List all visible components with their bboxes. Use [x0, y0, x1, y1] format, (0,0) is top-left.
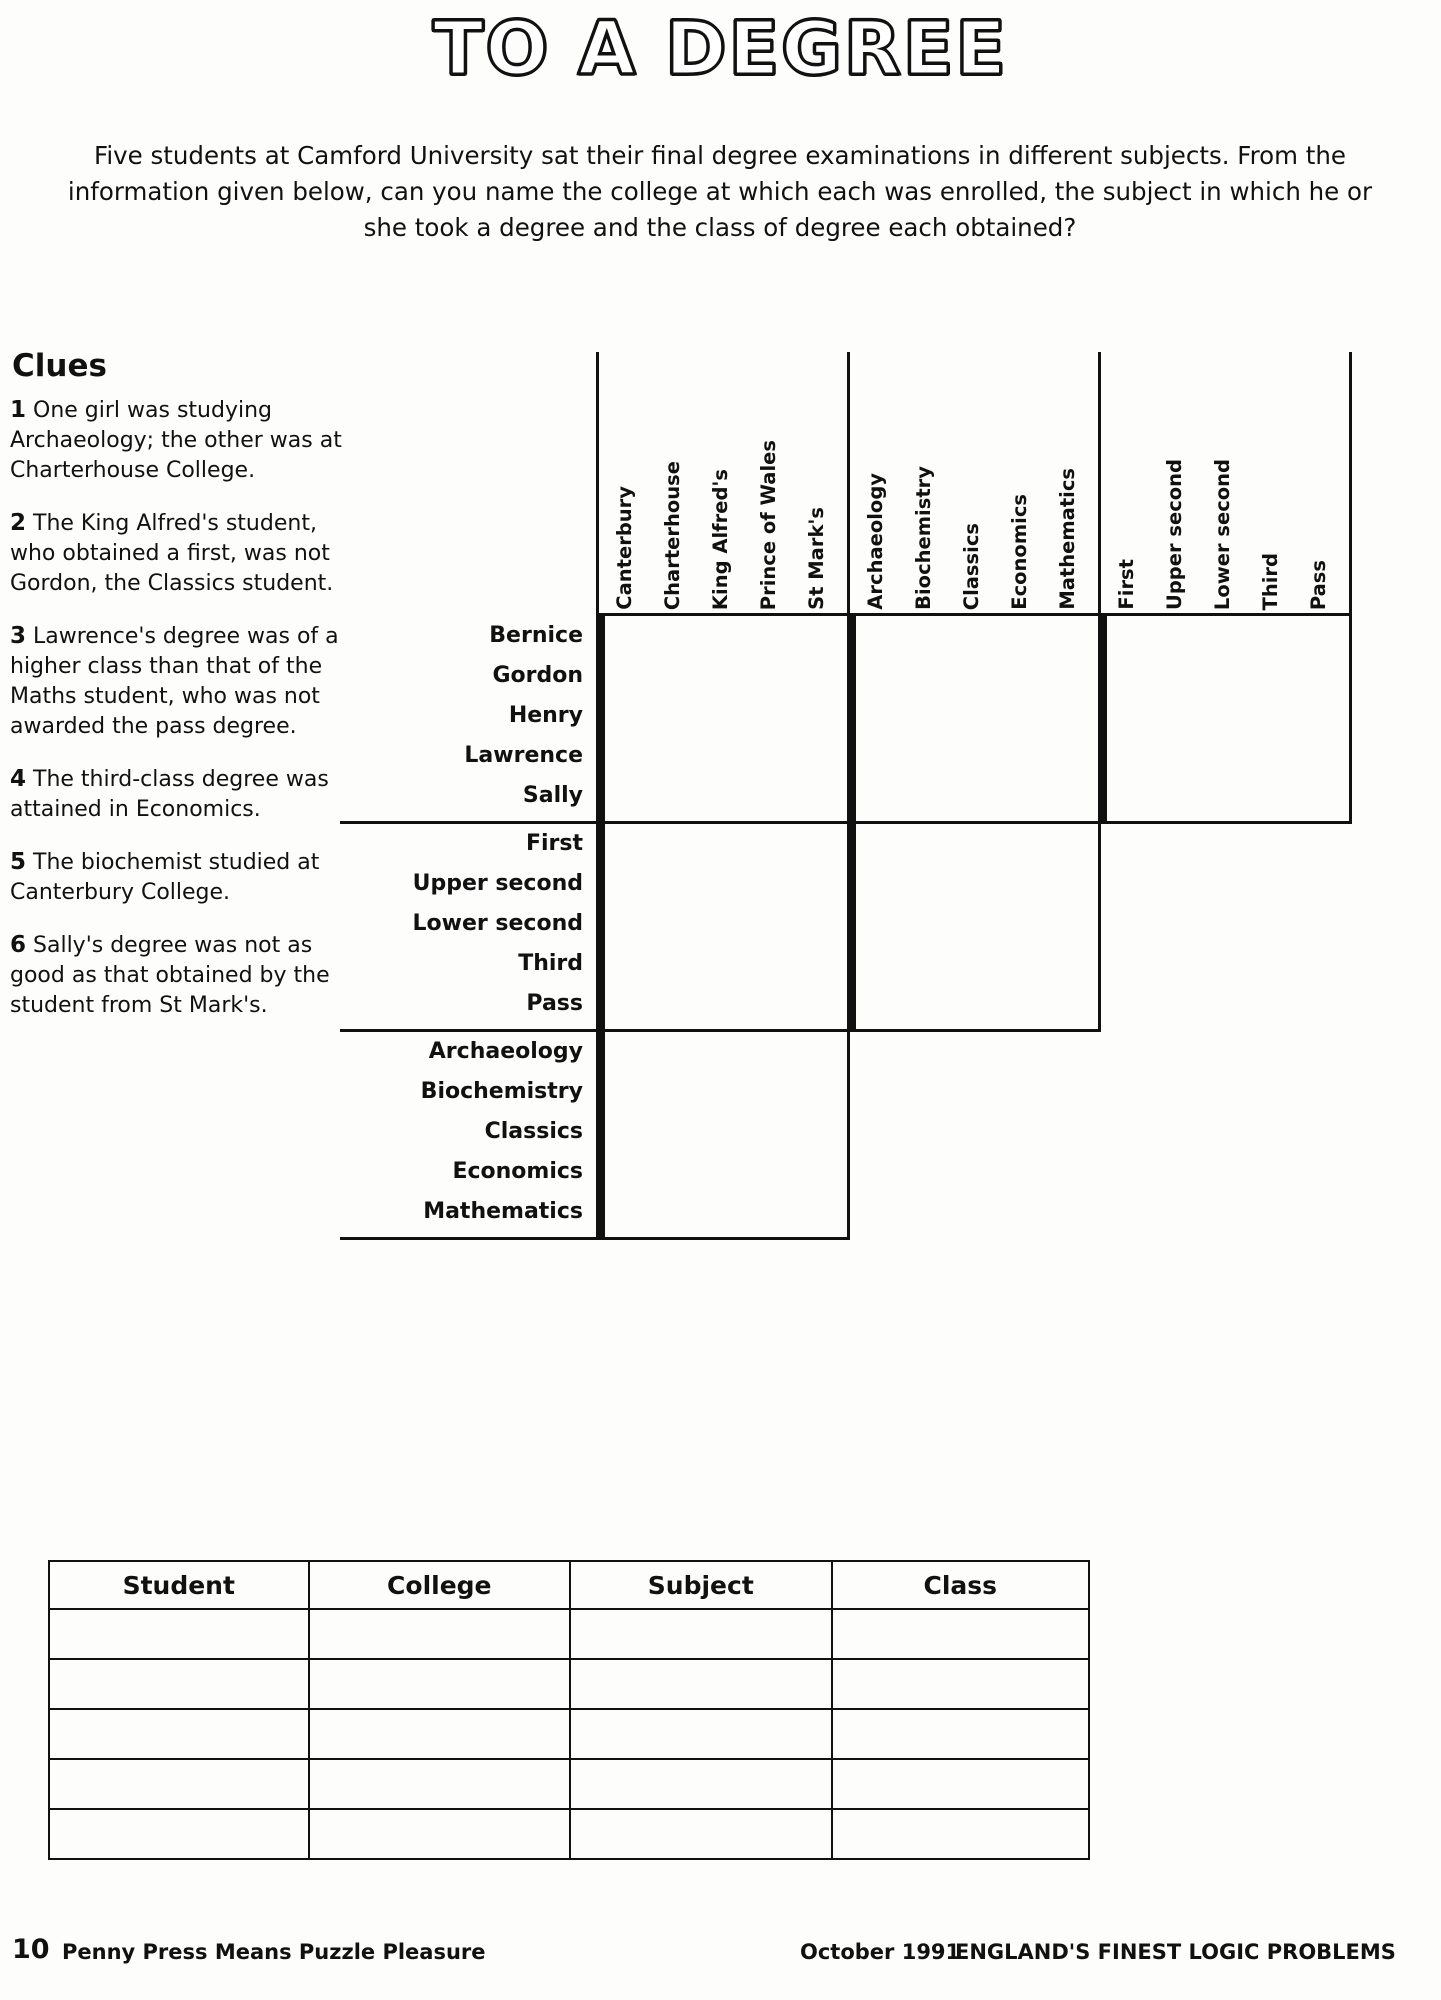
answer-cell-college[interactable] — [309, 1809, 571, 1859]
clues-list — [10, 395, 350, 1043]
clue-number: 5 — [10, 849, 27, 875]
col-header-king-alfreds: King Alfred's — [709, 468, 732, 610]
grid-row[interactable] — [600, 907, 605, 948]
page-title: TO A DEGREE — [433, 6, 1008, 92]
row-label-lawrence: Lawrence — [464, 743, 583, 768]
col-header-economics: Economics — [1008, 494, 1031, 610]
grid-row[interactable] — [600, 658, 605, 699]
clue-item — [10, 764, 350, 825]
grid-cell[interactable] — [604, 1197, 605, 1238]
answer-header-student: Student — [49, 1561, 309, 1609]
row-label-gordon: Gordon — [492, 663, 583, 688]
row-label-upper-second: Upper second — [412, 871, 583, 896]
answer-cell-class[interactable] — [832, 1759, 1089, 1809]
grid-cell[interactable] — [1106, 658, 1107, 699]
answer-header-subject: Subject — [570, 1561, 832, 1609]
grid-row[interactable] — [851, 781, 856, 822]
grid-row[interactable] — [1102, 617, 1107, 658]
col-header-canterbury: Canterbury — [613, 486, 636, 610]
col-header-lower-second: Lower second — [1211, 458, 1234, 610]
answer-cell-class[interactable] — [832, 1709, 1089, 1759]
grid-cell[interactable] — [604, 866, 605, 907]
grid-row[interactable] — [600, 740, 605, 781]
clue-number: 6 — [10, 932, 27, 958]
row-label-henry: Henry — [508, 703, 583, 728]
grid-cell[interactable] — [604, 907, 605, 948]
grid-cell[interactable] — [1106, 699, 1107, 740]
clue-text: One girl was studying Archaeology; the other was at Charterhouse College. — [10, 398, 342, 483]
row-label-classics: Classics — [484, 1119, 583, 1144]
clue-item — [10, 621, 350, 742]
answer-row[interactable] — [49, 1709, 1089, 1759]
answer-cell-class[interactable] — [832, 1809, 1089, 1859]
col-header-prince-of-wales: Prince of Wales — [757, 439, 780, 610]
answer-row[interactable] — [49, 1759, 1089, 1809]
clue-text: Sally's degree was not as good as that obtained by the student from St Mark's. — [10, 933, 330, 1018]
answer-header-class: Class — [832, 1561, 1089, 1609]
col-header-biochemistry: Biochemistry — [912, 466, 935, 610]
grid-row[interactable] — [1102, 781, 1107, 822]
grid-divider-left-2 — [596, 1032, 599, 1240]
grid-row[interactable] — [600, 1074, 605, 1115]
col-header-mathematics: Mathematics — [1056, 468, 1079, 610]
grid-cell[interactable] — [855, 658, 856, 699]
grid-row[interactable] — [851, 825, 856, 866]
answer-cell-subject[interactable] — [570, 1809, 832, 1859]
col-header-first: First — [1115, 559, 1138, 610]
grid-cell[interactable] — [604, 658, 605, 699]
clue-number: 2 — [10, 510, 27, 536]
grid-row[interactable] — [851, 948, 856, 989]
grid-row[interactable] — [600, 1115, 605, 1156]
grid-divider-header-bottom — [596, 613, 1349, 616]
clue-text: Lawrence's degree was of a higher class than that of the Maths student, who was not awarded the pass degree. — [10, 624, 339, 739]
clues-heading: Clues — [12, 348, 107, 384]
grid-row[interactable] — [1102, 740, 1107, 781]
answer-cell-student[interactable] — [49, 1659, 309, 1709]
grid-block-students-classes[interactable] — [1101, 616, 1107, 822]
grid-cell[interactable] — [855, 907, 856, 948]
grid-divider-right — [1349, 352, 1352, 824]
grid-cell[interactable] — [604, 740, 605, 781]
answer-cell-class[interactable] — [832, 1609, 1089, 1659]
row-label-economics: Economics — [452, 1159, 583, 1184]
answer-table[interactable] — [48, 1560, 1090, 1860]
col-header-st-marks: St Mark's — [805, 507, 828, 610]
grid-divider-left — [596, 352, 599, 1032]
row-label-archaeology: Archaeology — [428, 1039, 583, 1064]
col-header-pass: Pass — [1307, 559, 1330, 610]
grid-cell[interactable] — [604, 617, 605, 658]
grid-divider-subjects-bottom — [340, 1237, 847, 1240]
grid-cell[interactable] — [855, 948, 856, 989]
answer-row[interactable] — [49, 1809, 1089, 1859]
answer-cell-subject[interactable] — [570, 1759, 832, 1809]
grid-row[interactable] — [851, 989, 856, 1030]
grid-row[interactable] — [851, 617, 856, 658]
footer-date: October 1991 — [800, 1940, 961, 1964]
grid-row[interactable] — [600, 1033, 605, 1074]
row-label-biochemistry: Biochemistry — [420, 1079, 583, 1104]
clue-text: The third-class degree was attained in Economics. — [10, 767, 329, 822]
grid-row[interactable] — [600, 699, 605, 740]
grid-divider-students-bottom — [340, 821, 1349, 824]
answer-cell-student[interactable] — [49, 1609, 309, 1659]
grid-cell[interactable] — [604, 1115, 605, 1156]
grid-cell[interactable] — [604, 948, 605, 989]
answer-row[interactable] — [49, 1609, 1089, 1659]
grid-row[interactable] — [600, 948, 605, 989]
grid-row[interactable] — [600, 617, 605, 658]
answer-header-college: College — [309, 1561, 571, 1609]
col-header-archaeology: Archaeology — [864, 473, 887, 610]
row-label-lower-second: Lower second — [412, 911, 583, 936]
answer-row[interactable] — [49, 1659, 1089, 1709]
grid-cell[interactable] — [604, 699, 605, 740]
clue-text: The King Alfred's student, who obtained a first, was not Gordon, the Classics student. — [10, 511, 334, 596]
grid-cell[interactable] — [855, 699, 856, 740]
answer-cell-student[interactable] — [49, 1709, 309, 1759]
grid-row-labels-subjects — [340, 1032, 595, 1232]
clue-text: The biochemist studied at Canterbury College. — [10, 850, 320, 905]
answer-cell-college[interactable] — [309, 1759, 571, 1809]
footer-publisher: Penny Press Means Puzzle Pleasure — [62, 1940, 486, 1964]
answer-cell-college[interactable] — [309, 1659, 571, 1709]
grid-row[interactable] — [851, 699, 856, 740]
answer-cell-student[interactable] — [49, 1759, 309, 1809]
answer-cell-subject[interactable] — [570, 1659, 832, 1709]
page-number: 10 — [12, 1934, 50, 1965]
row-label-mathematics: Mathematics — [423, 1199, 583, 1224]
clue-number: 3 — [10, 623, 27, 649]
grid-cell[interactable] — [1106, 781, 1107, 822]
clue-item — [10, 847, 350, 908]
grid-cell[interactable] — [855, 825, 856, 866]
grid-row[interactable] — [600, 866, 605, 907]
grid-block-students-subjects[interactable] — [850, 616, 856, 822]
grid-block-students-colleges[interactable] — [599, 616, 605, 822]
answer-cell-college[interactable] — [309, 1609, 571, 1659]
clue-number: 4 — [10, 766, 27, 792]
grid-row[interactable] — [851, 907, 856, 948]
grid-cell[interactable] — [855, 781, 856, 822]
grid-divider-colleges-subjects — [847, 352, 850, 1240]
grid-cell[interactable] — [855, 617, 856, 658]
row-label-pass: Pass — [526, 991, 583, 1016]
grid-cell[interactable] — [855, 866, 856, 907]
grid-row[interactable] — [600, 1197, 605, 1238]
clue-item — [10, 930, 350, 1021]
grid-row[interactable] — [600, 825, 605, 866]
grid-cell[interactable] — [604, 1156, 605, 1197]
grid-row[interactable] — [600, 781, 605, 822]
grid-cell[interactable] — [604, 825, 605, 866]
grid-cell[interactable] — [855, 989, 856, 1030]
clue-number: 1 — [10, 397, 27, 423]
answer-cell-subject[interactable] — [570, 1709, 832, 1759]
row-label-third: Third — [518, 951, 583, 976]
answer-cell-subject[interactable] — [570, 1609, 832, 1659]
col-header-charterhouse: Charterhouse — [661, 460, 684, 610]
grid-row[interactable] — [1102, 658, 1107, 699]
grid-block-subjects-colleges[interactable] — [599, 1032, 605, 1238]
answer-cell-class[interactable] — [832, 1659, 1089, 1709]
grid-cell[interactable] — [855, 740, 856, 781]
grid-block-classes-subjects[interactable] — [850, 824, 856, 1030]
footer-tagline: ENGLAND'S FINEST LOGIC PROBLEMS — [955, 1940, 1396, 1964]
puzzle-intro: Five students at Camford University sat their final degree examinations in different subjects. From the information given below, can you name the college at which each was enrolled, the subject in which he or she took a degree and the class of degree each obtained? — [67, 141, 1373, 242]
clue-item — [10, 395, 350, 486]
grid-row-labels-classes — [340, 824, 595, 1024]
clue-item — [10, 508, 350, 599]
answer-cell-student[interactable] — [49, 1809, 309, 1859]
grid-cell[interactable] — [604, 781, 605, 822]
grid-cell[interactable] — [1106, 740, 1107, 781]
row-label-first: First — [525, 831, 583, 856]
grid-divider-classes-bottom — [340, 1029, 1098, 1032]
col-header-third: Third — [1259, 552, 1282, 610]
row-label-bernice: Bernice — [489, 623, 583, 648]
grid-cell[interactable] — [604, 989, 605, 1030]
grid-cell[interactable] — [604, 1074, 605, 1115]
grid-row[interactable] — [600, 989, 605, 1030]
answer-cell-college[interactable] — [309, 1709, 571, 1759]
grid-row[interactable] — [851, 740, 856, 781]
grid-divider-subjects-classes — [1098, 352, 1101, 1032]
grid-row[interactable] — [1102, 699, 1107, 740]
answer-header-row — [49, 1561, 1089, 1609]
row-label-sally: Sally — [522, 783, 583, 808]
grid-row[interactable] — [851, 866, 856, 907]
grid-cell[interactable] — [604, 1033, 605, 1074]
grid-cell[interactable] — [1106, 617, 1107, 658]
col-header-classics: Classics — [960, 522, 983, 610]
col-header-upper-second: Upper second — [1163, 458, 1186, 610]
grid-block-classes-colleges[interactable] — [599, 824, 605, 1030]
grid-row[interactable] — [600, 1156, 605, 1197]
grid-row-labels-students — [340, 616, 595, 816]
grid-row[interactable] — [851, 658, 856, 699]
